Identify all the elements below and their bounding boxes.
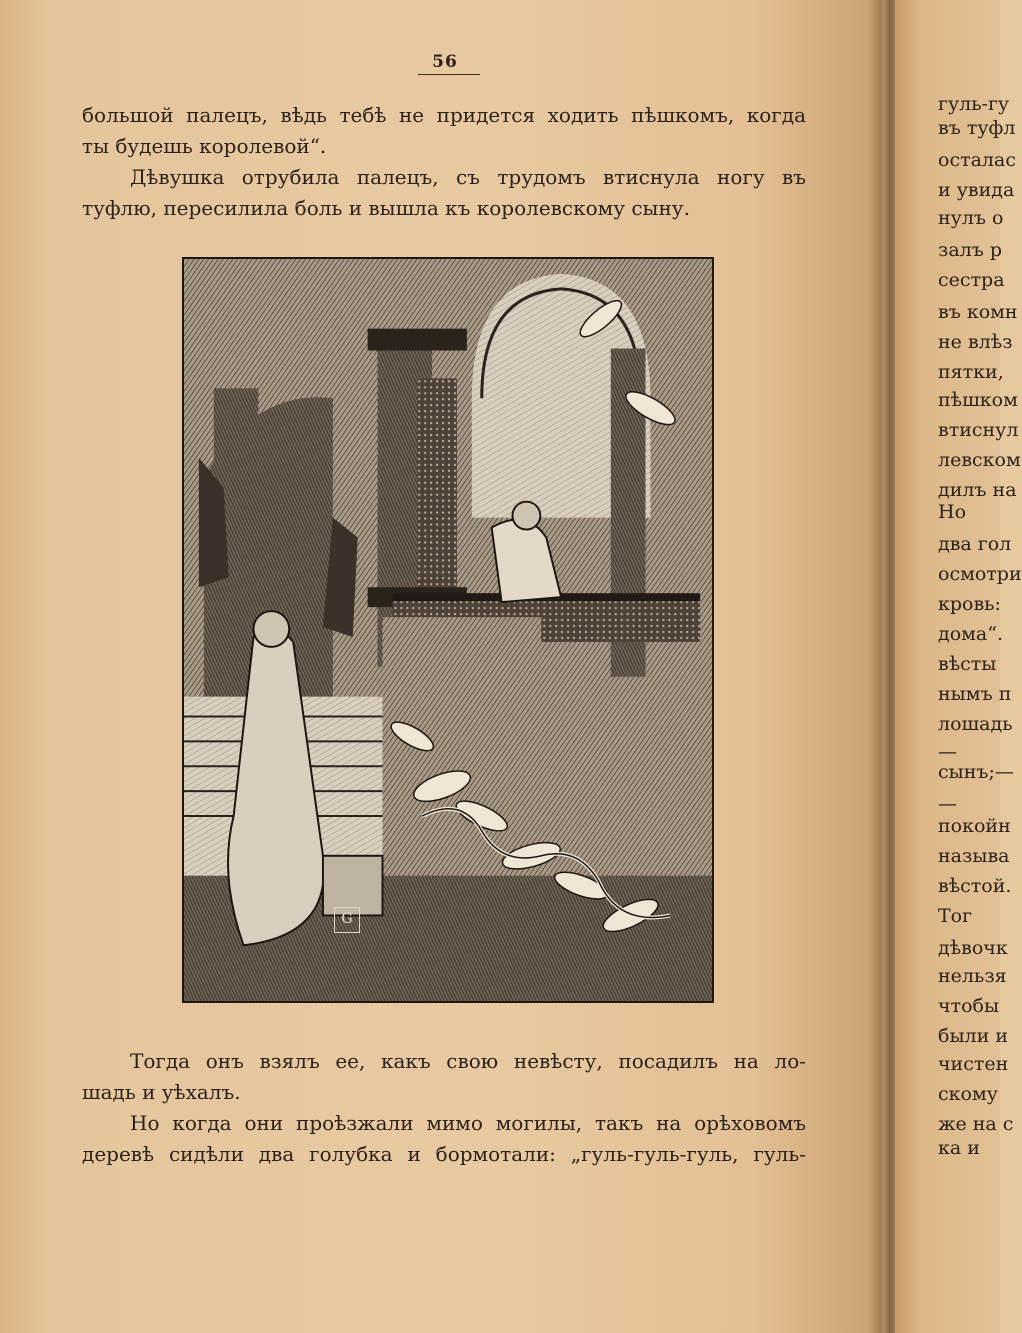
page-number-rule — [418, 74, 480, 76]
artist-monogram: G — [334, 907, 360, 933]
bottom-text — [82, 1046, 806, 1170]
facing-page-line: были и — [938, 1025, 1008, 1047]
facing-page-line: въ комн — [938, 301, 1018, 323]
facing-page-line: кровь: — [938, 593, 1001, 615]
facing-page-line: втиснул — [938, 419, 1019, 441]
facing-page-line: чтобы — [938, 995, 1000, 1017]
facing-page-line: — — [938, 793, 957, 815]
facing-page-line: нулъ о — [938, 207, 1004, 229]
paragraph-line: Но когда они проѣзжали мимо могилы, такъ на орѣховомъ — [130, 1111, 806, 1135]
facing-page-line: сестра — [938, 269, 1005, 291]
facing-page-line: вѣстой. — [938, 875, 1012, 897]
facing-page-line: и увида — [938, 179, 1015, 201]
facing-page-line: лошадь — [938, 713, 1013, 735]
facing-page-line: скому — [938, 1083, 998, 1105]
facing-page-line: называ — [938, 845, 1010, 867]
facing-page-line: нымъ п — [938, 683, 1012, 705]
facing-page-line: ка и — [938, 1137, 980, 1159]
facing-page-line: нельзя — [938, 965, 1007, 987]
facing-page-line: сынъ;— — [938, 761, 1014, 783]
facing-page-line: Но — [938, 501, 967, 523]
facing-page-line: — — [938, 741, 957, 763]
facing-page-line: гуль-гу — [938, 93, 1010, 115]
facing-page-line: левском — [938, 449, 1021, 471]
facing-page-line: два гол — [938, 533, 1012, 555]
facing-page-line: покойн — [938, 815, 1011, 837]
facing-page-line: осмотри — [938, 563, 1022, 585]
facing-page-line: Тог — [938, 905, 973, 927]
top-text — [82, 100, 806, 224]
paragraph-line: туфлю, пересилила боль и вышла къ королевскому сыну. — [82, 196, 690, 220]
facing-page-line: дома“. — [938, 623, 1003, 645]
paragraph-line: Тогда онъ взялъ ее, какъ свою невѣсту, посадилъ на ло- — [130, 1049, 806, 1073]
page-number: 56 — [432, 52, 458, 72]
facing-page-line: въ туфл — [938, 117, 1016, 139]
engraving-illustration — [182, 257, 714, 1003]
paragraph-line: шадь и уѣхалъ. — [82, 1080, 241, 1104]
facing-page-line: же на с — [938, 1113, 1014, 1135]
facing-page-line: вѣсты — [938, 653, 997, 675]
paragraph-line: деревѣ сидѣли два голубка и бормотали: „гуль-гуль-гуль, гуль- — [82, 1142, 806, 1166]
facing-page-line: дилъ на — [938, 479, 1017, 501]
facing-page-line: чистен — [938, 1053, 1009, 1075]
paragraph-line: большой палецъ, вѣдь тебѣ не придется ходить пѣшкомъ, когда — [82, 103, 806, 127]
facing-page-line: осталас — [938, 149, 1016, 171]
facing-page-line: дѣвочк — [938, 937, 1008, 959]
palace-staircase-engraving — [184, 259, 712, 1001]
facing-page-line: не влѣз — [938, 331, 1013, 353]
facing-page-line: пѣшком — [938, 389, 1018, 411]
facing-page-line: пятки, — [938, 361, 1004, 383]
paragraph-line: Дѣвушка отрубила палецъ, съ трудомъ втиснула ногу въ — [130, 165, 806, 189]
facing-page-line: залъ р — [938, 239, 1003, 261]
paragraph-line: ты будешь королевой“. — [82, 134, 327, 158]
